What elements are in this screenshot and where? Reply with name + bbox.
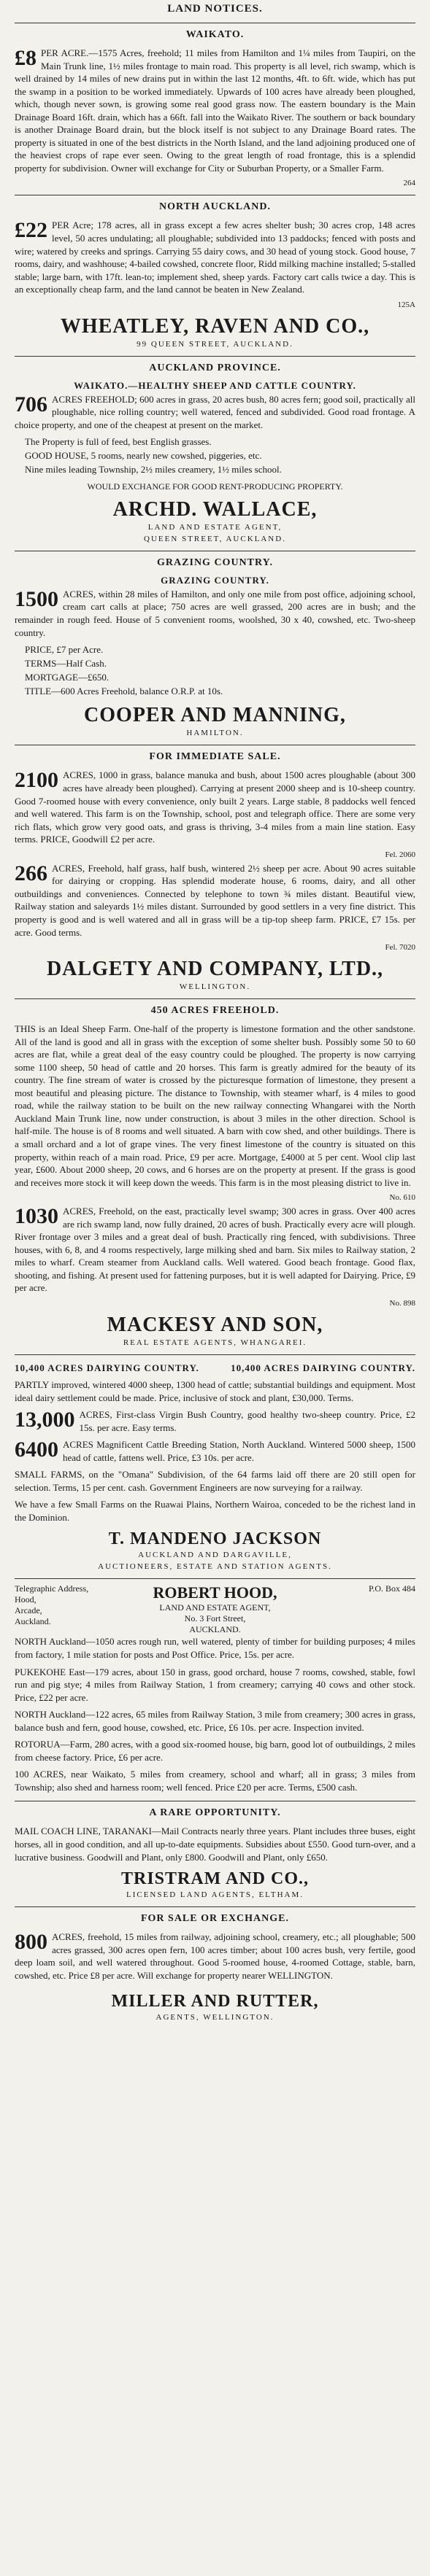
ad-reference: 125A — [397, 300, 415, 309]
section-heading: 450 ACRES FREEHOLD. — [150, 1005, 280, 1017]
detail-line: MORTGAGE—£650. — [25, 671, 110, 683]
agent-title: LAND AND ESTATE AGENT, — [159, 1602, 271, 1613]
agent-name: DALGETY AND COMPANY, LTD., — [46, 958, 384, 981]
ad-text: ACRES, Freehold, half grass, half bush, wintered 2½ sheep per acre. About 90 acres suitable for dairying or cropping. Has splendid moderate house, 6 rooms, dairy, and all other outbuildings and conveniences. Connected by telephone to town ¾ miles distant. Beautiful view, Railway station and saleyards 1½ miles distant. Surrounded by good settlers in a very fine district. This property is good and is well watered and all in grass will be a tip-top sheep farm. PRICE, £7 15s. per acre. Good terms. — [15, 862, 415, 938]
ad-price: 266 — [15, 861, 47, 885]
ad-text: We have a few Small Farms on the Ruawai Plains, Northern Wairoa, conceded to be the richest land in the Dominion. — [15, 1499, 415, 1523]
ad-reference: No. 610 — [389, 1193, 415, 1203]
ad-text: ACRES FREEHOLD; 600 acres in grass, 20 acres bush, 80 acres fern; good soil, practically all ploughable, nice rolling country; well watered, fenced and subdivided. Good road frontage. A choice property, and one of the cheapest at present on the market. — [15, 393, 415, 430]
agent-name: MACKESY AND SON, — [107, 1313, 323, 1336]
ad-text: PARTLY improved, wintered 4000 sheep, 1300 head of cattle; substantial buildings and equipment. Most ideal dairy settlement could be made. Price, inclusive of stock and plant, £30,000. Terms. — [15, 1378, 415, 1403]
ad-dairying-country — [15, 1354, 415, 1571]
agent-name: COOPER AND MANNING, — [84, 704, 346, 727]
ad-reference: Fel. 2060 — [385, 850, 415, 859]
ad-text: PER Acre; 178 acres, all in grass except a few acres shelter bush; 30 acres crop, 148 acres level, 50 acres undulating; all ploughable; subdivided into 13 paddocks; fenced with posts and wire; watered by creeks and springs. Carrying 55 dairy cows, and 30 head of young stock. Good house, 7 rooms, dairy, and washhouse; 4-bailed cowshed, concrete floor, Ridd milking machine installed; 5-stalled stable; large barn, with 17ft. lean-to; implement shed, sheep yards. Factory cart calls twice a day. This is an exceptionally cheap farm, and the land cannot be beaten in New Zealand. — [15, 220, 415, 295]
ad-text: ACRES, freehold, 15 miles from railway, adjoining school, creamery, etc.; all ploughable; 500 acres grassed, 300 acres open fern, 100 acres timber; about 100 acres bush, very fertile, good deep loam soil, and well watered throughout. Good 5-roomed house, 4-roomed Cottage, stable, barn, cowshed, etc. Price £8 per acre. Will exchange for property nearer WELLINGTON. — [15, 1931, 415, 1981]
ad-body — [15, 1205, 415, 1295]
section-heading-row — [15, 1362, 415, 1374]
agent-title: LICENSED LAND AGENTS, ELTHAM. — [126, 1890, 304, 1900]
detail-line: TERMS—Half Cash. — [25, 657, 107, 669]
ad-price: 1500 — [15, 586, 58, 611]
ad-auckland-province — [15, 356, 415, 543]
ad-rare-opportunity — [15, 1801, 415, 1899]
agent-address: HAMILTON. — [186, 729, 244, 738]
ad-body — [15, 47, 415, 174]
ad-body — [15, 588, 415, 639]
ad-details — [25, 435, 415, 477]
ad-text: ACRES, within 28 miles of Hamilton, and only one mile from post office, adjoining school, cream cart calls at place; 750 acres are well grassed, 200 acres are in bush; and the remainder in rough feed. House of 5 convenient rooms, woolshed, 30 x 40, cowshed, etc. Two-sheep country. — [15, 588, 415, 638]
agent-address: REAL ESTATE AGENTS, WHANGAREI. — [123, 1338, 307, 1347]
detail-line: GOOD HOUSE, 5 rooms, nearly new cowshed, piggeries, etc. — [25, 450, 262, 462]
po-box: P.O. Box 484 — [368, 1583, 415, 1594]
exchange-note: WOULD EXCHANGE FOR GOOD RENT-PRODUCING PROPERTY. — [87, 481, 343, 492]
ad-price: 706 — [15, 392, 47, 416]
agent-name: ARCHD. WALLACE, — [112, 497, 318, 521]
listing-item: NORTH Auckland—1050 acres rough run, well watered, plenty of timber for building purposes; 4 miles from factory, 1 mile station for posts and Post Office. Price, 15s. per acre. — [15, 1636, 415, 1660]
ad-price: £8 — [15, 46, 37, 70]
agent-title: AUCTIONEERS, ESTATE AND STATION AGENTS. — [98, 1562, 332, 1572]
ad-immediate-sale — [15, 745, 415, 991]
ad-body — [15, 1438, 415, 1464]
ad-details — [25, 643, 415, 698]
listing-item: 100 ACRES, near Waikato, 5 miles from creamery, school and wharf; all in grass; 3 miles from Township; also shed and harness room; well fenced. Price £20 per acre. Terms, £500 cash. — [15, 1769, 415, 1793]
section-heading: GRAZING COUNTRY. — [157, 556, 273, 568]
ad-body — [15, 219, 415, 295]
detail-line: TITLE—600 Acres Freehold, balance O.R.P. at 10s. — [25, 685, 223, 697]
ad-waikato — [15, 23, 415, 187]
ad-text: ACRES Magnificent Cattle Breeding Station, North Auckland. Wintered 5000 sheep, 1500 head of cattle, fattens well. Price, £3 10s. per acre. — [63, 1439, 415, 1463]
agent-address: 99 QUEEN STREET, AUCKLAND. — [137, 339, 293, 349]
tele-line: Hood, — [15, 1594, 37, 1605]
agent-city: AUCKLAND. — [189, 1624, 241, 1635]
section-subheading: GRAZING COUNTRY. — [161, 574, 269, 586]
agent-address: WELLINGTON. — [179, 982, 251, 992]
ad-text: SMALL FARMS, on the "Omana" Subdivision, of the 64 farms laid off there are 20 still open for selection. Terms, 15 per cent. cash. Government Engineers are now surveying for a railway. — [15, 1469, 415, 1493]
section-heading: FOR SALE OR EXCHANGE. — [140, 1913, 290, 1925]
ad-text: PER ACRE.—1575 Acres, freehold; 11 miles from Hamilton and 1¼ miles from Taupiri, on the Main Trunk line, 1½ miles frontage to main road. This property is all level, rich swamp, which is well drained by 14 miles of new drains put in within the last 12 months, 4ft. to 6ft. wide, which has put the swamp in a position to be worked immediately. Upwards of 100 acres have already been ploughed, which, though never sown, is growing some real good grass now. The eastern boundary is the Main Drainage Board 16ft. drain, which has a 66ft. fall into the Waikato River. The southern or back boundary is another Drainage Board drain, but the block itself is not subject to any Drainage Board rates. The property is situated in one of the best districts in the North Island, and the land adjoining produced one of the heaviest crops of rape ever seen. Owing to the great length of road frontage, this is a splendid property for subdivision. Owner will exchange for City or Suburban Property, or a Smaller Farm. — [15, 47, 415, 174]
section-heading: A RARE OPPORTUNITY. — [149, 1807, 281, 1819]
ad-body — [15, 1408, 415, 1434]
page-header: LAND NOTICES. — [167, 3, 263, 15]
ad-text: ACRES, Freehold, on the east, practically level swamp; 300 acres in grass. Over 400 acres are rich swamp land, now fully drained, 20 acres of bush. Practically every acre will plough. River frontage over 3 miles and a great deal of bush. Practically ring fenced, with subdivisions. Three houses, with 6, 8, and 4 rooms respectively, large milking shed and barn. Six miles to Railway station, 2 miles to wharf. Cream steamer from Auckland calls. Well watered. Good beach frontage. Good flax, shooting, and fishing. At present used for fattening purposes, but it is well adapted for Dairying. Price, £9 per acre. — [15, 1206, 415, 1294]
section-heading: AUCKLAND PROVINCE. — [149, 362, 281, 373]
detail-line: Nine miles leading Township, 2½ miles creamery, 1½ miles school. — [25, 464, 282, 476]
telegraphic-address — [15, 1583, 143, 1627]
ad-body — [15, 862, 415, 939]
agent-name: TRISTRAM AND CO., — [120, 1869, 310, 1889]
section-subheading: WAIKATO.—HEALTHY SHEEP AND CATTLE COUNTRY. — [74, 379, 356, 391]
ad-reference: 264 — [403, 179, 415, 188]
tele-line: Auckland. — [15, 1616, 51, 1627]
agent-address: AGENTS, WELLINGTON. — [156, 2013, 274, 2022]
ad-sale-or-exchange — [15, 1906, 415, 2022]
ad-text: MAIL COACH LINE, TARANAKI—Mail Contracts nearly three years. Plant includes three buses, eight horses, all in good condition, and all up-to-date equipments. Subsidies about £550. Good turn-over, and a lucrative business. Goodwill and Plant, only £800. Goodwill and Plant, only £650. — [15, 1826, 415, 1863]
section-heading: FOR IMMEDIATE SALE. — [149, 751, 281, 763]
ad-grazing-country — [15, 551, 415, 738]
section-heading: 10,400 ACRES DAIRYING COUNTRY. — [15, 1362, 199, 1373]
tele-line: Telegraphic Address, — [15, 1583, 89, 1594]
ad-text: ACRES, 1000 in grass, balance manuka and bush, about 1500 acres ploughable (about 300 acres have already been ploughed). Carrying at present 2000 sheep and is 10-sheep country. Good 7-roomed house with every convenience, only built 2 years. Large stable, 8 paddocks well fenced and well watered. This farm is on the Township, school, post and telegraph office. There are some very rich flats, which grow very good oats, and grass is thriving, 3-4 miles from a main line station. Easy terms. PRICE, Goodwill £2 per acre. — [15, 769, 415, 845]
ad-price: 13,000 — [15, 1408, 75, 1432]
ad-price: £22 — [15, 218, 47, 243]
agent-name: ROBERT HOOD, — [153, 1583, 277, 1602]
ad-text: THIS is an Ideal Sheep Farm. One-half of the property is limestone formation and the other sandstone. All of the land is good and all in grass with the exception of some shelter bush. Possibly some 50 to 60 acres are flat, while a great deal of the easy country could be ploughed. The property is now carrying some 1100 sheep, 50 head of cattle and 20 horses. This farm is greatly admired for the beauty of its country. The fine stream of water is crossed by the picturesque formation of limestone, they present a most beautiful and pleasing picture. The distance to Township, with steamer wharf, is 4 miles to good road, while the railway station to be built on the new railway connecting Whangarei with the North Auckland Main Trunk line, now under construction, is about 3 miles in the other direction. School is half-mile. The house is of 8 rooms and well situated. A barn with cow shed, and other buildings. There is a small orchard and a lot of grape vines. The very finest limestone of the country is situated on this property, within reach of a main road. Price, £9 per acre. Mortgage, £4000 at 5 per cent. Wool clip last year, £600. About 2000 sheep, 20 cows, and 6 horses are on the property at present. If the grass is good and receives more stock it will keep down the weeds. This farm is in the most pleasing district to live in. — [15, 1023, 415, 1188]
tele-line: Arcade, — [15, 1605, 42, 1616]
ad-reference: No. 898 — [389, 1298, 415, 1308]
ad-price: 1030 — [15, 1204, 58, 1229]
ad-price: 6400 — [15, 1438, 58, 1462]
ad-price: 2100 — [15, 768, 58, 793]
agent-header — [15, 1583, 415, 1635]
listing-item: NORTH Auckland—122 acres, 65 miles from Railway Station, 3 mile from creamery; 300 acres in grass, balance bush and fern, good house, cowshed, etc. Price, £6 10s. per acre. Inspection invited. — [15, 1709, 415, 1733]
ad-north-auckland — [15, 195, 415, 348]
ad-body — [15, 1931, 415, 1982]
detail-line: The Property is full of feed, best English grasses. — [25, 436, 212, 448]
ad-body — [15, 393, 415, 432]
agent-block — [143, 1583, 288, 1635]
ad-reference: Fel. 7020 — [385, 943, 415, 953]
detail-line: PRICE, £7 per Acre. — [25, 644, 104, 656]
ad-text: ACRES, First-class Virgin Bush Country, good healthy two-sheep country. Price, £2 15s. per acre. Easy terms. — [79, 1409, 415, 1433]
section-heading: WAIKATO. — [185, 29, 245, 40]
agent-name: WHEATLEY, RAVEN AND CO., — [60, 314, 370, 338]
ad-body — [15, 769, 415, 845]
section-heading: 10,400 ACRES DAIRYING COUNTRY. — [231, 1362, 415, 1373]
ad-robert-hood — [15, 1578, 415, 1793]
agent-name: MILLER AND RUTTER, — [111, 1992, 319, 2011]
ad-price: 800 — [15, 1930, 47, 1955]
listing-item: ROTORUA—Farm, 280 acres, with a good six-roomed house, big barn, good lot of outbuildings, 2 miles from cheese factory. Price, £6 per acre. — [15, 1739, 415, 1763]
ad-450-acres — [15, 998, 415, 1347]
section-heading: NORTH AUCKLAND. — [159, 201, 271, 213]
listing-item: PUKEKOHE East—179 acres, about 150 in grass, good orchard, house 7 rooms, cowshed, stable, fowl run and pig stye; 4 miles from Railway Station, 1 from creamery; carrying 40 cows and other stock. Price, £22 per acre. — [15, 1666, 415, 1703]
agent-title: LAND AND ESTATE AGENT, — [147, 522, 283, 532]
agent-address: AUCKLAND AND DARGAVILLE, — [138, 1551, 292, 1560]
agent-address: QUEEN STREET, AUCKLAND. — [144, 534, 286, 543]
agent-address: No. 3 Fort Street, — [184, 1613, 246, 1624]
agent-name: T. MANDENO JACKSON — [108, 1529, 322, 1549]
